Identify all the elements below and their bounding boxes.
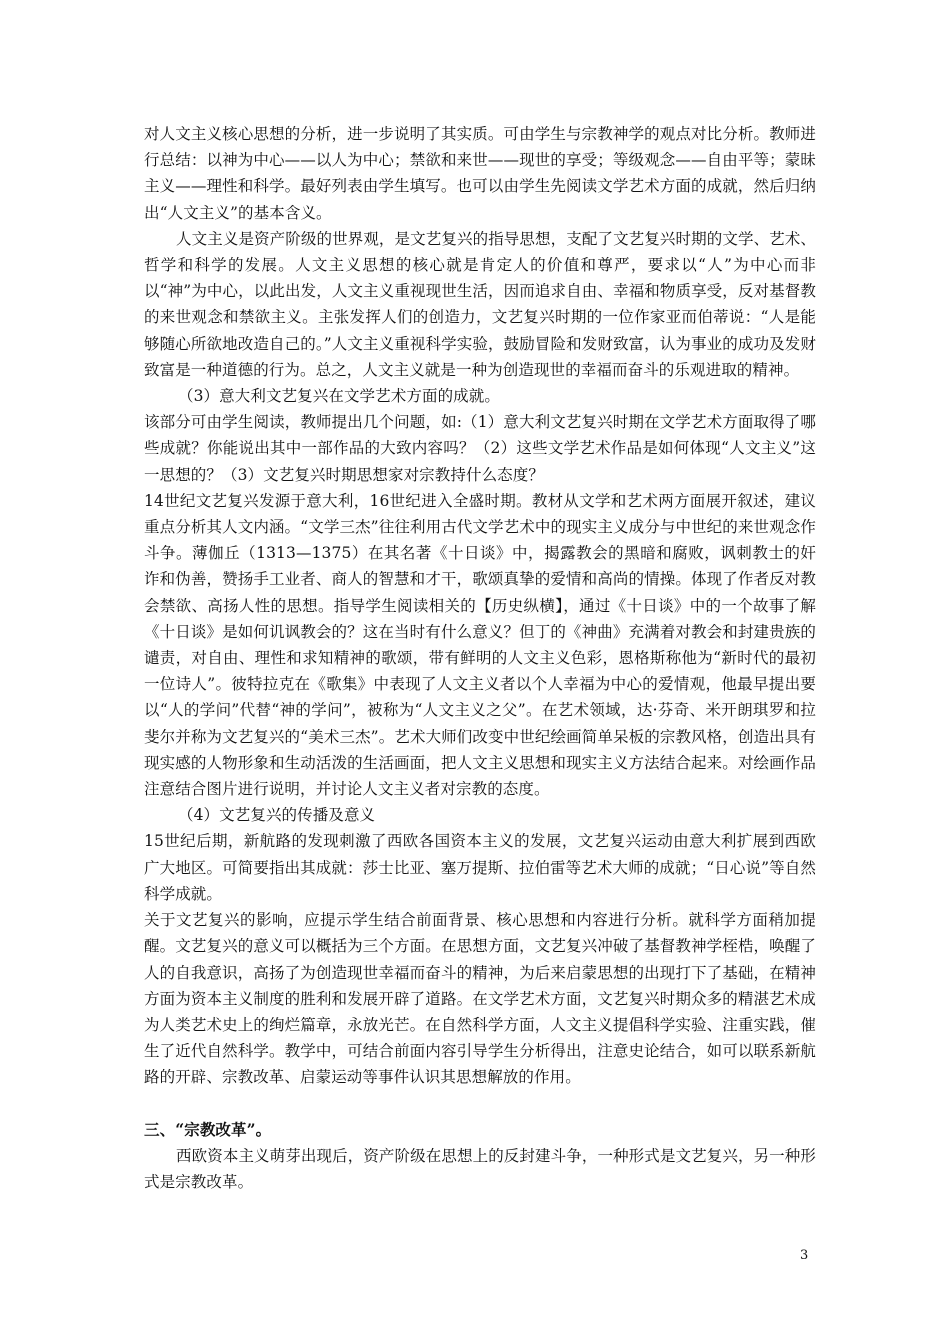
paragraph-spread: 15世纪后期，新航路的发现刺激了西欧各国资本主义的发展，文艺复兴运动由意大利扩展到西欧广大地区。可简要指出其成就：莎士比亚、塞万提斯、拉伯雷等艺术大师的成就；“日心说”等自然科学成就。 [144,832,816,903]
subheading-italian-achievements: （3）意大利文艺复兴在文学艺术方面的成就。 [178,387,500,406]
paragraph-reading-questions: 该部分可由学生阅读，教师提出几个问题，如:（1）意大利文艺复兴时期在文学艺术方面取得了哪些成就？你能说出其中一部作品的大致内容吗？（2）这些文学艺术作品是如何体现“人文主义”这一思想的？（3）文艺复兴时期思想家对宗教持什么态度？ [144,413,816,484]
paragraph-reformation-intro: 西欧资本主义萌芽出现后，资产阶级在思想上的反封建斗争，一种形式是文艺复兴，另一种形式是宗教改革。 [144,1146,816,1191]
paragraph-influence: 关于文艺复兴的影响，应提示学生结合前面背景、核心思想和内容进行分析。就科学方面稍加提醒。文艺复兴的意义可以概括为三个方面。在思想方面，文艺复兴冲破了基督教神学桎梏，唤醒了人的自我意识，高扬了为创造现世幸福而奋斗的精神，为后来启蒙思想的出现打下了基础，在精神方面为资本主义制度的胜利和发展开辟了道路。在文学艺术方面，文艺复兴时期众多的精湛艺术成为人类艺术史上的绚烂篇章，永放光芒。在自然科学方面，人文主义提倡科学实验、注重实践，催生了近代自然科学。教学中，可结合前面内容引导学生分析得出，注意史论结合，如可以联系新航路的开辟、宗教改革、启蒙运动等事件认识其思想解放的作用。 [144,911,816,1087]
paragraph-humanism-definition: 人文主义是资产阶级的世界观，是文艺复兴的指导思想，支配了文艺复兴时期的文学、艺术、哲学和科学的发展。人文主义思想的核心就是肯定人的价值和尊严，要求以“人”为中心而非以“神”为中心，以此出发，人文主义重视现世生活，因而追求自由、幸福和物质享受，反对基督教的来世观念和禁欲主义。主张发挥人们的创造力，文艺复兴时期的一位作家亚而伯蒂说：“人是能够随心所欲地改造自己的。”人文主义重视科学实验，鼓励冒险和发财致富，认为事业的成功及发财致富是一种道德的行为。总之，人文主义就是一种为创造现世的幸福而奋斗的乐观进取的精神。 [144,229,816,379]
page-number: 3 [800,1248,809,1263]
paragraph-humanism-analysis: 对人文主义核心思想的分析，进一步说明了其实质。可由学生与宗教神学的观点对比分析。教师进行总结：以神为中心——以人为中心；禁欲和来世——现世的享受；等级观念——自由平等；蒙昧主义——理性和科学。最好列表由学生填写。也可以由学生先阅读文学艺术方面的成就，然后归纳出“人文主义”的基本含义。 [144,125,816,222]
paragraph-literature-art: 14世纪文艺复兴发源于意大利，16世纪进入全盛时期。教材从文学和艺术两方面展开叙述，建议重点分析其人文内涵。“文学三杰”往往利用古代文学艺术中的现实主义成分与中世纪的来世观念作斗争。薄伽丘（1313—1375）在其名著《十日谈》中，揭露教会的黑暗和腐败，讽刺教士的奸诈和伪善，赞扬手工业者、商人的智慧和才干，歌颂真挚的爱情和高尚的情操。体现了作者反对教会禁欲、高扬人性的思想。指导学生阅读相关的【历史纵横】，通过《十日谈》中的一个故事了解《十日谈》是如何讥讽教会的？这在当时有什么意义？但丁的《神曲》充满着对教会和封建贵族的谴责，对自由、理性和求知精神的歌颂，带有鲜明的人文主义色彩，恩格斯称他为“新时代的最初一位诗人”。彼特拉克在《歌集》中表现了人文主义者以个人幸福为中心的爱情观，他最早提出要以“人的学问”代替“神的学问”，被称为“人文主义之父”。在艺术领域，达·芬奇、米开朗琪罗和拉斐尔并称为文艺复兴的“美术三杰”。艺术大师们改变中世纪绘画简单呆板的宗教风格，创造出具有现实感的人物形象和生动活泼的生活画面，把人文主义思想和现实主义方法结合起来。对绘画作品注意结合图片进行说明，并讨论人文主义者对宗教的态度。 [144,491,816,799]
blank-line [144,1091,816,1117]
page-body [144,121,816,1195]
section-heading-reformation: 三、“宗教改革”。 [144,1119,272,1139]
subheading-spread-significance: （4）文艺复兴的传播及意义 [178,806,376,825]
